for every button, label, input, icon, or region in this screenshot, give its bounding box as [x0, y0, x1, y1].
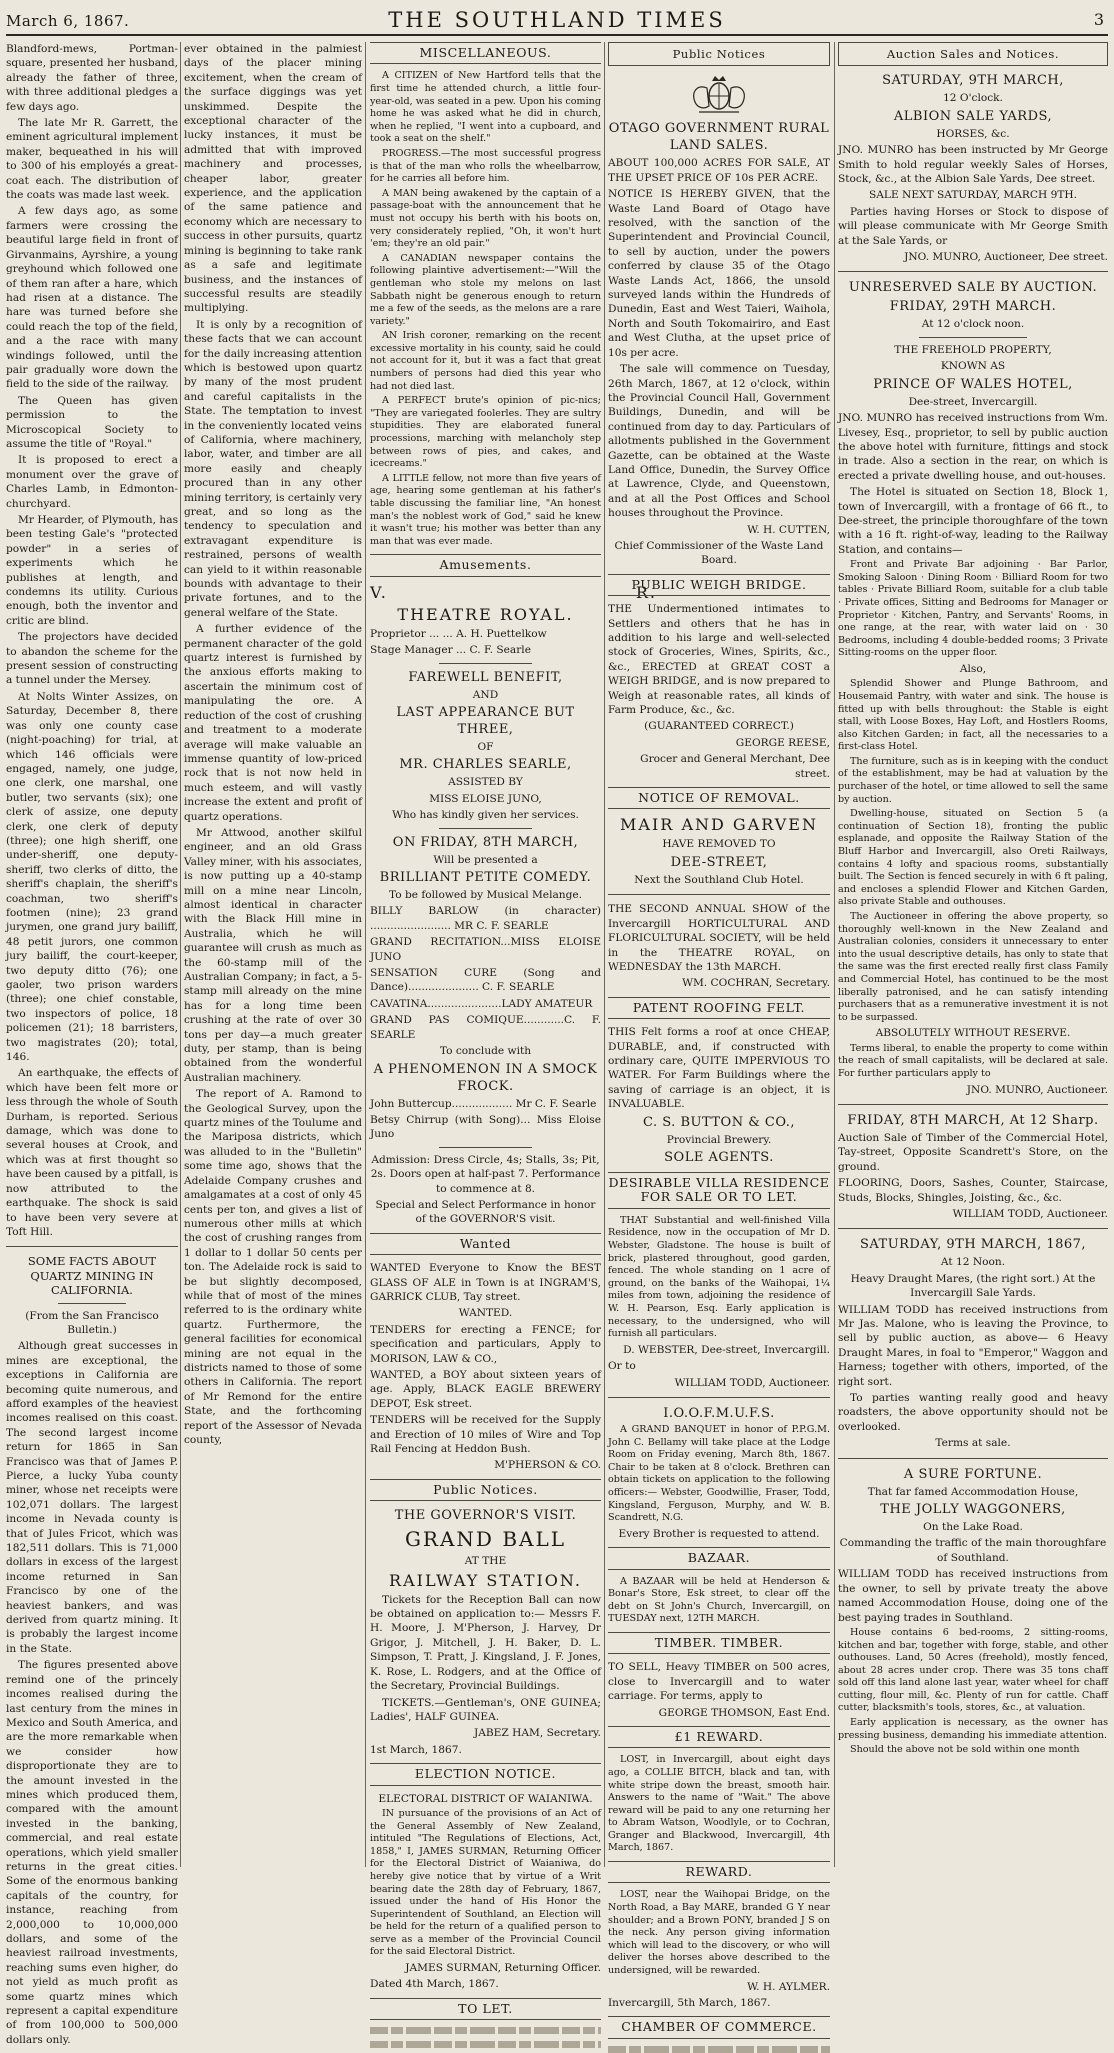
section-heading: TIMBER. TIMBER. — [608, 1632, 830, 1654]
assistant-name: MISS ELOISE JUNO, — [429, 792, 542, 805]
auction-date: FRIDAY, 8TH MARCH, At 12 Sharp. — [847, 1112, 1099, 1128]
performer-name: MR. CHARLES SEARLE, — [399, 757, 572, 773]
auction-terms: Terms liberal, to enable the property to come within the reach of small capitalists, will be declared at sale. For further particulars apply to — [838, 1042, 1108, 1079]
royal-crest-icon — [608, 72, 830, 116]
column-rule — [365, 42, 366, 1867]
section-heading: BAZAAR. — [608, 1547, 830, 1569]
ball-signature: JABEZ HAM, Secretary. — [474, 1727, 601, 1740]
programme-item: GRAND PAS COMIQUE............C. F. SEARLE — [370, 1014, 601, 1041]
address-landmark: Next the Southland Club Hotel. — [634, 873, 804, 886]
villa-auctioneer: WILLIAM TODD, Auctioneer. — [674, 1376, 830, 1389]
banquet-note: Every Brother is requested to attend. — [618, 1527, 820, 1540]
reward-text: LOST, near the Waihopai Bridge, on the North Road, a Bay MARE, branded G Y near shoulder; and a Brown PONY, branded J S on the neck. Any person giving information which will lead to the discovery, or who will deliver the horses above described to the undersigned, will be rewarded. — [608, 1889, 830, 1977]
auction-lot: Heavy Draught Mares, (the right sort.) At the Invercargill Sale Yards. — [850, 1272, 1096, 1300]
news-paragraph: Blandford-mews, Portman-square, presented her husband, already the father of three, with three additional pledges a few days ago. — [6, 43, 178, 113]
column-2 — [184, 42, 362, 1867]
miscellany-item: A CITIZEN of New Hartford tells that the first time he attended church, a little four-year-old, was seated in a pew. Upon his coming home he was asked what he did in church, when he replied, "I went into a cupboard, and took a seat on the shelf." — [370, 70, 601, 145]
news-paragraph: It is only by a recognition of these facts that we can account for the daily increasing attention which is bestowed upon quartz by many of the most prudent and careful capitalists in the State. The temptation to invest in the conveniently located veins of California, where machinery, labor, water, and timber are all more easily and cheaply procured than in any other mining territory, is certainly very great, and so long as the tendency to speculation and extravagant expenditure is restrained, persons of wealth can yield to it within reasonable bounds with advantage to their private fortunes, and to the general welfare of the State. — [184, 318, 362, 619]
auctioneer-signature: JNO. MUNRO, Auctioneer. — [966, 1083, 1108, 1096]
auction-lot: HORSES, &c. — [936, 127, 1010, 140]
programme-item: BILLY BARLOW (in character) ........................ MR C. F. SEARLE — [370, 905, 601, 932]
masthead — [6, 4, 1108, 36]
news-paragraph: The projectors have decided to abandon the scheme for the present session of constructing a tunnel under the Mersey. — [6, 631, 178, 687]
admission-prices: Admission: Dress Circle, 4s; Stalls, 3s; Pit, 2s. Doors open at half-past 7. Performance to commence at 8. — [370, 1153, 601, 1195]
show-notice: THE SECOND ANNUAL SHOW of the Invercargill HORTICULTURAL AND FLORICULTURAL SOCIETY, will be held in the THEATRE ROYAL, on WEDNESDAY the 13th MARCH. — [608, 903, 830, 973]
benefit-of: OF — [477, 741, 494, 753]
news-paragraph: The Queen has given permission to the Microscopical Society to assume the title of "Royal." — [6, 394, 178, 450]
roofing-felt-text: THIS Felt forms a roof at once CHEAP, DURABLE, and, if constructed with ordinary care, QUITE IMPERVIOUS TO WATER. For Farm Buildings where the saving of carriage is an object, it is INVALUABLE. — [608, 1026, 830, 1111]
section-heading: PATENT ROOFING FELT. — [608, 997, 830, 1019]
auction-date: SATURDAY, 9TH MARCH, 1867, — [859, 1237, 1087, 1253]
section-divider — [6, 1246, 178, 1247]
short-rule — [439, 663, 531, 664]
comedy-title: BRILLIANT PETITE COMEDY. — [379, 870, 592, 886]
auction-date: SATURDAY, 9TH MARCH, — [882, 73, 1064, 89]
section-heading: DESIRABLE VILLA RESIDENCE FOR SALE OR TO LET. — [608, 1172, 830, 1209]
agent-brewery: Provincial Brewery. — [666, 1133, 772, 1146]
section-heading: PUBLIC WEIGH BRIDGE. — [608, 574, 830, 596]
bazaar-text: A BAZAAR will be held at Henderson & Bonar's Store, Esk street, to clear off the debt on St John's Church, Invercargill, on TUESDAY next, 12TH MARCH. — [608, 1575, 830, 1625]
section-heading: Public Notices — [608, 42, 830, 66]
assistant-note: Who has kindly given her services. — [392, 809, 579, 822]
auction-text: Early application is necessary, as the owner has pressing business, demanding his immediate attention. — [838, 1717, 1108, 1741]
news-paragraph: Although great successes in mines are exceptional, the exceptions in California are becoming quite numerous, and afford examples of the heaviest incomes realised on this coast. The second largest income return for 1865 in San Francisco was that of James P. Pierce, a lucky Yuba county miner, whose net receipts were 102,071 dollars. The largest income in Nevada county is that of Jules Fricot, which was 182,511 dollars. This is 71,000 dollars in excess of the largest income returned in San Francisco by one of the heaviest bankers, and was derived from quartz mining. It is probably the largest income in the State. — [6, 1340, 178, 1655]
issue-date: March 6, 1867. — [6, 12, 130, 30]
news-paragraph: The report of A. Ramond to the Geological Survey, upon the quartz mines of the Toulume and the Mariposa districts, which was alluded to in the "Bulletin" some time ago, shows that the Adelaide Company crushes and amalgamates at a cost of only 45 cents per ton, and gives a list of numerous other mills at which the cost of crushing ranges from 1 dollar to 1 dollar 50 cents per ton. The Adelaide rock is said to be but slightly decomposed, while that of most of the mines referred to is the ordinary white quartz. Furthermore, the general facilities for economical mining are not equal in the districts named to those of some others in California. The report of Mr Remond for the entire State, and the forthcoming report of the Assessor of Nevada county, — [184, 1088, 362, 1446]
auction-next-sale: SALE NEXT SATURDAY, MARCH 9TH. — [869, 189, 1077, 202]
cut-off-text — [608, 2046, 830, 2053]
lodge-title: I.O.O.F.M.U.F.S. — [663, 1405, 775, 1421]
auction-text: Splendid Shower and Plunge Bathroom, and Housemaid Pantry, with water and sink. The house is fitted up with bells throughout: the Stable is eight stall, with Loose Boxes, Hay Loft, and Hostlers Rooms, also Kitchen Garden; in fact, all the necessaries to a first-class Hotel. — [838, 678, 1108, 753]
auction-text: Auction Sale of Timber of the Commercial Hotel, Tay-street, Opposite Scandrett's Store, on the ground. — [838, 1131, 1108, 1173]
house-name: THE JOLLY WAGGONERS, — [880, 1502, 1066, 1518]
land-sale-details: The sale will commence on Tuesday, 26th March, 1867, at 12 o'clock, within the Provincial Council Hall, Government Buildings, Dunedin, and will be continued from day to day. Particulars of allotments published in the Government Gazette, can be obtained at the Waste Land Office, Dunedin, the Survey Office at Lawrence, Clyde, and Queenstown, and at all the Post Offices and School houses throughout the Province. — [608, 363, 830, 520]
land-sale-title: OTAGO GOVERNMENT RURAL LAND SALES. — [608, 121, 830, 154]
benefit-title: FAREWELL BENEFIT, — [408, 669, 563, 685]
cast-item: Betsy Chirrup (with Song)... Miss Eloise Juno — [370, 1113, 601, 1141]
fortune-line: Commanding the traffic of the main thoroughfare of Southland. — [839, 1537, 1107, 1564]
auctioneer-signature: WILLIAM TODD, Auctioneer. — [952, 1207, 1108, 1220]
ball-tickets: TICKETS.—Gentleman's, ONE GUINEA; Ladies', HALF GUINEA. — [370, 1696, 601, 1723]
firm-name: MAIR AND GARVEN — [620, 815, 818, 835]
section-heading: MISCELLANEOUS. — [370, 42, 601, 64]
newspaper-title: THE SOUTHLAND TIMES — [388, 8, 726, 32]
fortune-line: That far famed Accommodation House, — [867, 1485, 1079, 1498]
short-rule — [919, 337, 1027, 338]
property-type: THE FREEHOLD PROPERTY, — [894, 343, 1052, 356]
auction-text: House contains 6 bed-rooms, 2 sitting-rooms, kitchen and bar, together with forge, stable, and other outhouses. Land, 50 Acres (freehold), mostly fenced, about 28 acres under crop. There was 35 tons chaff sold off this land alone last year, water wheel for chaff cutting, flour mill, &c. Plenty of run for cattle. Chaff cutter, blacksmith's tools, stores, &c., at valuation. — [838, 1626, 1108, 1714]
news-paragraph: At Nolts Winter Assizes, on Saturday, December 8, there was only one county case (night-poaching) for trial, at which 146 officials were engaged, namely, one judge, one clerk, one marshal, one butler, two servants (six); one clerk of assize, one deputy clerk, one clerk of deputy (three); one high sheriff, one under-sheriff, one deputy-sheriff, two clerks of ditto, the sheriff's chaplain, the sheriff's coachman, two sheriff's footmen (nine); 23 grand jurymen, one grand jury bailiff, 48 petit jurors, one common jury bailiff, the court-keeper, two deputy ditto (76); one gaoler, two prison warders (three); one chief constable, two inspectors of police, 18 policemen (21); 18 barristers, two magistrates (20); total, 146. — [6, 690, 178, 1064]
theatre-proprietor: Proprietor ... ... A. H. Puettelkow — [370, 627, 547, 640]
auction-text: Dwelling-house, situated on Section 5 (a continuation of Section 18), fronting the public esplanade, and opposite the Railway Station of the Bluff Harbor and Invercargill, also Oreti Railways, contains 4 lofty and spacious rooms, substantially built. The Section is fenced securely in with 6 ft paling, and encloses a splendid Flower and Kitchen Garden, also private Stable and outhouses. — [838, 808, 1108, 908]
miscellany-item: PROGRESS.—The most successful progress is that of the man who rolls the wheelbarrow, for he carries all before him. — [370, 147, 601, 185]
wanted-ad: TENDERS will be received for the Supply and Erection of 10 miles of Wire and Top Rail Fencing at Heddon Bush. — [370, 1414, 601, 1456]
column-1 — [6, 42, 179, 2046]
banquet-text: A GRAND BANQUET in honor of P.P.G.M. John C. Bellamy will take place at the Lodge Room on Friday evening, March 8th, 1867. Chair to be taken at 8 o'clock. Brethren can obtain tickets on application to the following officers:— Webster, Goodwillie, Fraser, Todd, Kingsland, Ferguson, Murphy, and W. B. Scandrett, N.G. — [608, 1423, 830, 1524]
auction-time: 12 O'clock. — [943, 92, 1003, 105]
melange-line: To be followed by Musical Melange. — [388, 889, 583, 902]
miscellany-item: A CANADIAN newspaper contains the following plaintive advertisement:—"Will the gentleman who stole my melons on last Sabbath night be generous enough to return me a few of the seeds, as the melons are a rare variety." — [370, 252, 601, 327]
election-text: IN pursuance of the provisions of an Act of the General Assembly of New Zealand, intituled "The Regulations of Elections, Act, 1858," I, JAMES SURMAN, Returning Officer for the Electoral District of Waianiwa, do hereby give notice that by virtue of a Writ bearing date the 28th day of February, 1867, issued under the hand of His Honor the Superintendent of Southland, an Election will be held for the return of a qualified person to serve as a member of the Provincial Council for the said Electoral District. — [370, 1807, 601, 1958]
weigh-bridge-guarantee: (GUARANTEED CORRECT.) — [644, 720, 794, 733]
land-sale-signature: W. H. CUTTEN, — [747, 523, 830, 536]
house-location: On the Lake Road. — [923, 1521, 1023, 1534]
news-paragraph: A further evidence of the permanent character of the gold quartz interest is furnished by the anxious efforts making to ascertain the minimum cost of manipulating the ore. A reduction of the cost of crushing and treatment to a moderate average will make valuable an immense quantity of low-priced rock that is not now held in much esteem, and will vastly increase the extent and profit of quartz operations. — [184, 623, 362, 823]
news-paragraph: Mr Attwood, another skilful engineer, and an old Grass Valley miner, with his associates, is now putting up a 40-stamp mill on a mine near Lincoln, almost identical in character with the Black Hill mine in Australia, which he will guarantee will crush as much as the 60-stamp mill of the Australian Company; in fact, a 5-stamp mill already on the mine has for a long time been crushing at the rate of over 30 tons per day—a much greater duty, per stamp, than is being obtained from the wonderful Australian machinery. — [184, 826, 362, 1084]
short-rule — [58, 1303, 127, 1304]
column-rule — [604, 42, 605, 1867]
ball-date: 1st March, 1867. — [370, 1743, 462, 1756]
land-sale-title-of-signer: Chief Commissioner of the Waste Land Board. — [614, 539, 824, 567]
section-divider — [838, 271, 1108, 272]
vr-emblem: V. R. — [370, 582, 657, 602]
auctioneer-signature: JNO. MUNRO, Auctioneer, Dee street. — [904, 251, 1108, 264]
auction-time: At 12 o'clock noon. — [921, 318, 1025, 331]
benefit-and: AND — [472, 688, 499, 701]
known-as: KNOWN AS — [940, 360, 1006, 373]
villa-or: Or to — [608, 1360, 636, 1373]
wanted-heading: WANTED. — [458, 1307, 513, 1320]
article-source: (From the San Francisco Bulletin.) — [25, 1309, 159, 1336]
auction-text: The Hotel is situated on Section 18, Block 1, town of Invercargill, with a frontage of 66 ft., to Dee-street, the principle thoroughfare of the town with a 16 ft. right-of-way, leading to the Railway Station, and contains— — [838, 486, 1108, 556]
news-paragraph: It is proposed to erect a monument over the grave of Charles Lamb, in Edmonton-churchyard. — [6, 454, 178, 510]
theatre-name: THEATRE ROYAL. — [397, 604, 574, 624]
section-divider — [838, 1458, 1108, 1459]
short-rule — [439, 1147, 531, 1148]
assisted-by: ASSISTED BY — [448, 776, 523, 789]
hotel-name: PRINCE OF WALES HOTEL, — [873, 376, 1073, 392]
weigh-bridge-text: THE Undermentioned intimates to Settlers and others that he has in addition to his large and well-selected stock of Groceries, Wines, Spirits, &c., &c., ERECTED at GREAT COST a WEIGH BRIDGE, and is now prepared to Weigh at reasonable rates, all kinds of Farm Produce, &c., &c. — [608, 603, 830, 717]
agent-name: C. S. BUTTON & CO., — [642, 1114, 796, 1130]
auction-text: JNO. MUNRO has received instructions from Wm. Livesey, Esq., proprietor, to sell by public auction the above hotel with furniture, fittings and stock in trade. Also a section in the rear, on which is erected a private dwelling house, and out-houses. — [838, 412, 1108, 482]
section-heading: NOTICE OF REMOVAL. — [608, 787, 830, 809]
auction-text: Should the above not be sold within one month — [850, 1744, 1080, 1756]
weigh-bridge-signature: GEORGE REESE, — [735, 736, 830, 749]
auction-text: To parties wanting really good and heavy roadsters, the above opportunity should not be overlooked. — [838, 1392, 1108, 1433]
news-paragraph: The figures presented above remind one of the princely incomes realised during the last century from the mines in Mexico and South America, and are the more remarkable when we consider how disproportionate they are to the amount invested in the mines which produced them, compared with the amount invested in the banking, commercial, and real estate operations, which yield smaller returns in the great cities. Some of the enormous banking capitals of the country, for instance, reaching from 2,000,000 to 10,000,000 dollars, and some of the heaviest railroad investments, reaching sums even higher, do not yield as much profit as some quartz mines which represent a capital expenditure of from 100,000 to 500,000 dollars only. — [6, 1659, 178, 2046]
section-heading: ELECTION NOTICE. — [370, 1763, 601, 1785]
ball-title: GRAND BALL — [404, 1527, 567, 1552]
conclude-line: To conclude with — [439, 1045, 532, 1058]
villa-text: THAT Substantial and well-finished Villa Residence, now in the occupation of Mr D. Webster, Gladstone. The house is built of brick, plastered throughout, good garden, fenced. The whole standing on 1 acre of ground, on the banks of the Waihopai, 1¼ miles from town, adjoining the residence of W. H. Pearson, Esq. Early application is necessary, to the undersigned, who will furnish all particulars. — [608, 1214, 830, 1340]
election-district: ELECTORAL DISTRICT OF WAIANIWA. — [378, 1792, 593, 1805]
sole-agents: SOLE AGENTS. — [664, 1149, 774, 1165]
land-sale-notice: NOTICE IS HEREBY GIVEN, that the Waste Land Board of Otago have resolved, with the sanction of the Superintendent and Provincial Council, to sell by auction, under the powers conferred by clause 35 of the Otago Waste Lands Act, 1866, the unsold surveyed lands within the Hundreds of Dunedin, East and West Taieri, Waihola, North and South Tokomairiro, and East and West Clutha, at the upset price of 10s per acre. — [608, 188, 830, 359]
notice-title: THE GOVERNOR'S VISIT. — [394, 1508, 577, 1524]
section-divider — [608, 1397, 830, 1398]
miscellany-item: A PERFECT brute's opinion of pic-nics; "They are variegated foolerles. They are sultry stupidities. They are elaborated funeral processions, marching with melancholy step between rows of pies, and cakes, and icecreams." — [370, 395, 601, 470]
section-heading: TO LET. — [370, 1998, 601, 2020]
cut-off-text — [370, 2027, 601, 2048]
section-heading: Public Notices. — [370, 1479, 601, 1501]
special-performance: Special and Select Performance in honor of the GOVERNOR'S visit. — [375, 1198, 596, 1226]
election-date: Dated 4th March, 1867. — [370, 1978, 499, 1991]
theatre-stage-manager: Stage Manager ... C. F. Searle — [370, 644, 531, 657]
auction-text: WILLIAM TODD has received instructions from the owner, to sell by private treaty the above named Accommodation House, doing one of the best paying trades in Southland. — [838, 1568, 1108, 1624]
programme-item: GRAND RECITATION...MISS ELOISE JUNO — [370, 936, 601, 963]
news-paragraph: Mr Hearder, of Plymouth, has been testing Gale's "protected powder" in a series of experiments which he publishes at length, and condemns its utility. Curious enough, both the inventor and critic are blind. — [6, 514, 178, 627]
fortune-title: A SURE FORTUNE. — [903, 1466, 1043, 1482]
auction-text: FLOORING, Doors, Sashes, Counter, Staircase, Studs, Blocks, Shingles, Joisting, &c., &c. — [838, 1177, 1108, 1204]
auction-text: The Auctioneer in offering the above property, so thoroughly well-known in the New Zealand and Australian colonies, considers it unnecessary to enter into the usual descriptive details, has only to state that the same was the first erected really first class Family and Commercial Hotel, has continued to be the most liberally patronised, and he can satisfy intending purchasers that as a remunerative investment it is not to be surpassed. — [838, 911, 1108, 1023]
weigh-bridge-signer: Grocer and General Merchant, Dee street. — [640, 753, 830, 780]
hotel-rooms: Front and Private Bar adjoining · Bar Parlor, Smoking Saloon · Dining Room · Billiard Room for two tables · Private Billiard Room, suitable for a club table · Private offices, Sitting and Bedrooms for Manager or Proprietor · Kitchen, Pantry, and Servants' Rooms, in one range, at the rear, with water laid on · 30 Bedrooms, including 4 double-bedded rooms; 3 Private Sitting-rooms on the upper floor. — [838, 559, 1108, 659]
removed-to: HAVE REMOVED TO — [662, 838, 776, 851]
no-reserve: ABSOLUTELY WITHOUT RESERVE. — [875, 1027, 1071, 1040]
section-heading: Wanted — [370, 1233, 601, 1255]
villa-signature: D. WEBSTER, Dee-street, Invercargill. — [623, 1343, 830, 1356]
timber-signature: GEORGE THOMSON, East End. — [658, 1706, 830, 1719]
land-sale-intro: ABOUT 100,000 ACRES FOR SALE, AT THE UPSET PRICE OF 10s PER ACRE. — [608, 157, 830, 184]
ball-text: Tickets for the Reception Ball can now be obtained on application to:— Messrs F. H. Moore, J. M'Pherson, J. Harvey, Dr Grigor, J. Mitchell, J. H. Baker, D. L. Simpson, T. Pratt, J. Kingsland, J. F. Jones, K. Rose, L. Rodgers, and at the Office of the Secretary, Provincial Buildings. — [370, 1593, 601, 1693]
auction-text: Parties having Horses or Stock to dispose of will please communicate with Mr George Smith at the Sale Yards, or — [838, 205, 1108, 247]
column-4 — [608, 42, 830, 2035]
auction-time: At 12 Noon. — [940, 1256, 1006, 1269]
auction-text: WILLIAM TODD has received instructions from Mr Jas. Malone, who is leaving the Province, to sell by public auction, as above— 6 Heavy Draught Mares, in foal to "Emperor," Waggon and Harness; together with others, imported, of the right sort. — [838, 1303, 1108, 1388]
programme-item: SENSATION CURE (Song and Dance)..................... C. F. SEARLE — [370, 967, 601, 994]
reward-date: Invercargill, 5th March, 1867. — [608, 1997, 771, 2010]
reward-signature: W. H. AYLMER. — [747, 1980, 830, 1993]
auction-date: FRIDAY, 29TH MARCH. — [889, 299, 1057, 315]
presented-line: Will be presented a — [433, 853, 538, 866]
page-number: 3 — [1093, 10, 1104, 29]
miscellany-item: AN Irish coroner, remarking on the recent excessive mortality in his county, said he could not account for it, but it was a fact that great numbers of persons had died this year who had not died last. — [370, 330, 601, 392]
farce-title: A PHENOMENON IN A SMOCK FROCK. — [373, 1061, 598, 1094]
timber-text: TO SELL, Heavy TIMBER on 500 acres, close to Invercargill and to water carriage. For terms, apply to — [608, 1661, 830, 1703]
programme-item: CAVATINA......................LADY AMATEUR — [370, 997, 593, 1010]
also-line: Also, — [959, 662, 987, 675]
section-divider — [838, 1104, 1108, 1105]
short-rule — [439, 828, 531, 829]
auction-text: JNO. MUNRO has been instructed by Mr George Smith to hold regular weekly Sales of Horses, Stock, &c., at the Albion Sale Yards, Dee street. — [838, 144, 1108, 186]
auction-text: The furniture, such as is in keeping with the conduct of the establishment, may be had at valuation by the purchaser of the hotel, or time allowed to sell the same by auction. — [838, 755, 1108, 805]
article-headline: SOME FACTS ABOUT QUARTZ MINING IN CALIFORNIA. — [27, 1254, 157, 1298]
reward-text: LOST, in Invercargill, about eight days ago, a COLLIE BITCH, black and tan, with white stripe down the breast, smooth hair. Answers to the name of "Wait." The above reward will be paid to any one returning her to Abram Watson, Woodlyle, or to Cochran, Granger and Blackwood, Invercargill, 4th March, 1867. — [608, 1754, 830, 1854]
wanted-ad: WANTED Everyone to Know the BEST GLASS OF ALE in Town is at INGRAM'S, GARRICK CLUB, Tay street. — [370, 1262, 601, 1303]
election-signature: JAMES SURMAN, Returning Officer. — [405, 1962, 601, 1975]
column-5 — [838, 42, 1108, 1867]
miscellany-item: A MAN being awakened by the captain of a passage-boat with the announcement that he must not occupy his berth with his boots on, very considerately replied, "Oh, it won't hurt 'em; they're an old pair." — [370, 187, 601, 250]
wanted-ad: WANTED, a BOY about sixteen years of age. Apply, BLACK EAGLE BREWERY DEPOT, Esk street. — [370, 1369, 601, 1410]
last-appearance: LAST APPEARANCE BUT THREE, — [396, 705, 575, 737]
column-rule — [834, 42, 835, 1867]
show-signature: WM. COCHRAN, Secretary. — [682, 977, 830, 990]
section-divider — [608, 894, 830, 895]
section-heading: CHAMBER OF COMMERCE. — [608, 2016, 830, 2038]
ball-venue: RAILWAY STATION. — [389, 1570, 582, 1590]
ball-at-the: AT THE — [464, 1555, 507, 1568]
hotel-address: Dee-street, Invercargill. — [908, 395, 1038, 408]
news-paragraph: The late Mr R. Garrett, the eminent agricultural implement maker, bequeathed in his will to 300 of his employés a great-coat each. The distribution of the coats was made last week. — [6, 117, 178, 202]
section-heading: £1 REWARD. — [608, 1726, 830, 1748]
auction-venue: ALBION SALE YARDS, — [893, 108, 1053, 124]
section-heading: Amusements. — [370, 554, 601, 576]
news-paragraph: A few days ago, as some farmers were crossing the beautiful large field in front of Girvanmains, Ayrshire, a young greyhound which followed one of them ran after a hare, which had risen at a distance. The hare was turned before she could reach the top of the field, and a the race with many windings followed, until the pair gradually wore down the field to the side of the railway. — [6, 205, 178, 391]
cast-item: John Buttercup.................. Mr C. F. Searle — [370, 1097, 597, 1110]
auction-terms: Terms at sale. — [935, 1437, 1011, 1450]
performance-date: ON FRIDAY, 8TH MARCH, — [392, 834, 579, 850]
auction-title: UNRESERVED SALE BY AUCTION. — [848, 280, 1098, 296]
advertiser-signature: M'PHERSON & CO. — [494, 1459, 601, 1472]
section-divider — [838, 1228, 1108, 1229]
section-heading: REWARD. — [608, 1861, 830, 1883]
news-paragraph: An earthquake, the effects of which have been felt more or less through the whole of South Durham, is reported. Serious damage, which was done to several houses at Crook, and which was at first thought so have been caused by a pitfall, is now attributed to the earthquake. The shock is said to have been very severe at Toft Hill. — [6, 1067, 179, 1238]
new-address: DEE-STREET, — [670, 854, 768, 870]
news-paragraph: ever obtained in the palmiest days of the placer mining excitement, when the cream of the surface diggings was yet unskimmed. Despite the exceptional character of the lucky instances, it must be admitted that with improved machinery and processes, cheaper labor, greater experience, and the application of the same patience and economy which are necessary to success in other pursuits, quartz mining is beginning to take rank as a safe and legitimate business, and the instances of successful results are steadily multiplying. — [184, 43, 362, 315]
section-heading: Auction Sales and Notices. — [838, 42, 1108, 66]
miscellany-item: A LITTLE fellow, not more than five years of age, hearing some gentleman at his father's table discussing the familiar line, "An honest man's the noblest work of God," said he knew it wasn't true; his mother was better than any man that was ever made. — [370, 472, 601, 547]
wanted-ad: TENDERS for erecting a FENCE; for specification and particulars, Apply to MORISON, LAW & CO., — [370, 1323, 601, 1365]
column-rule — [180, 42, 181, 1867]
